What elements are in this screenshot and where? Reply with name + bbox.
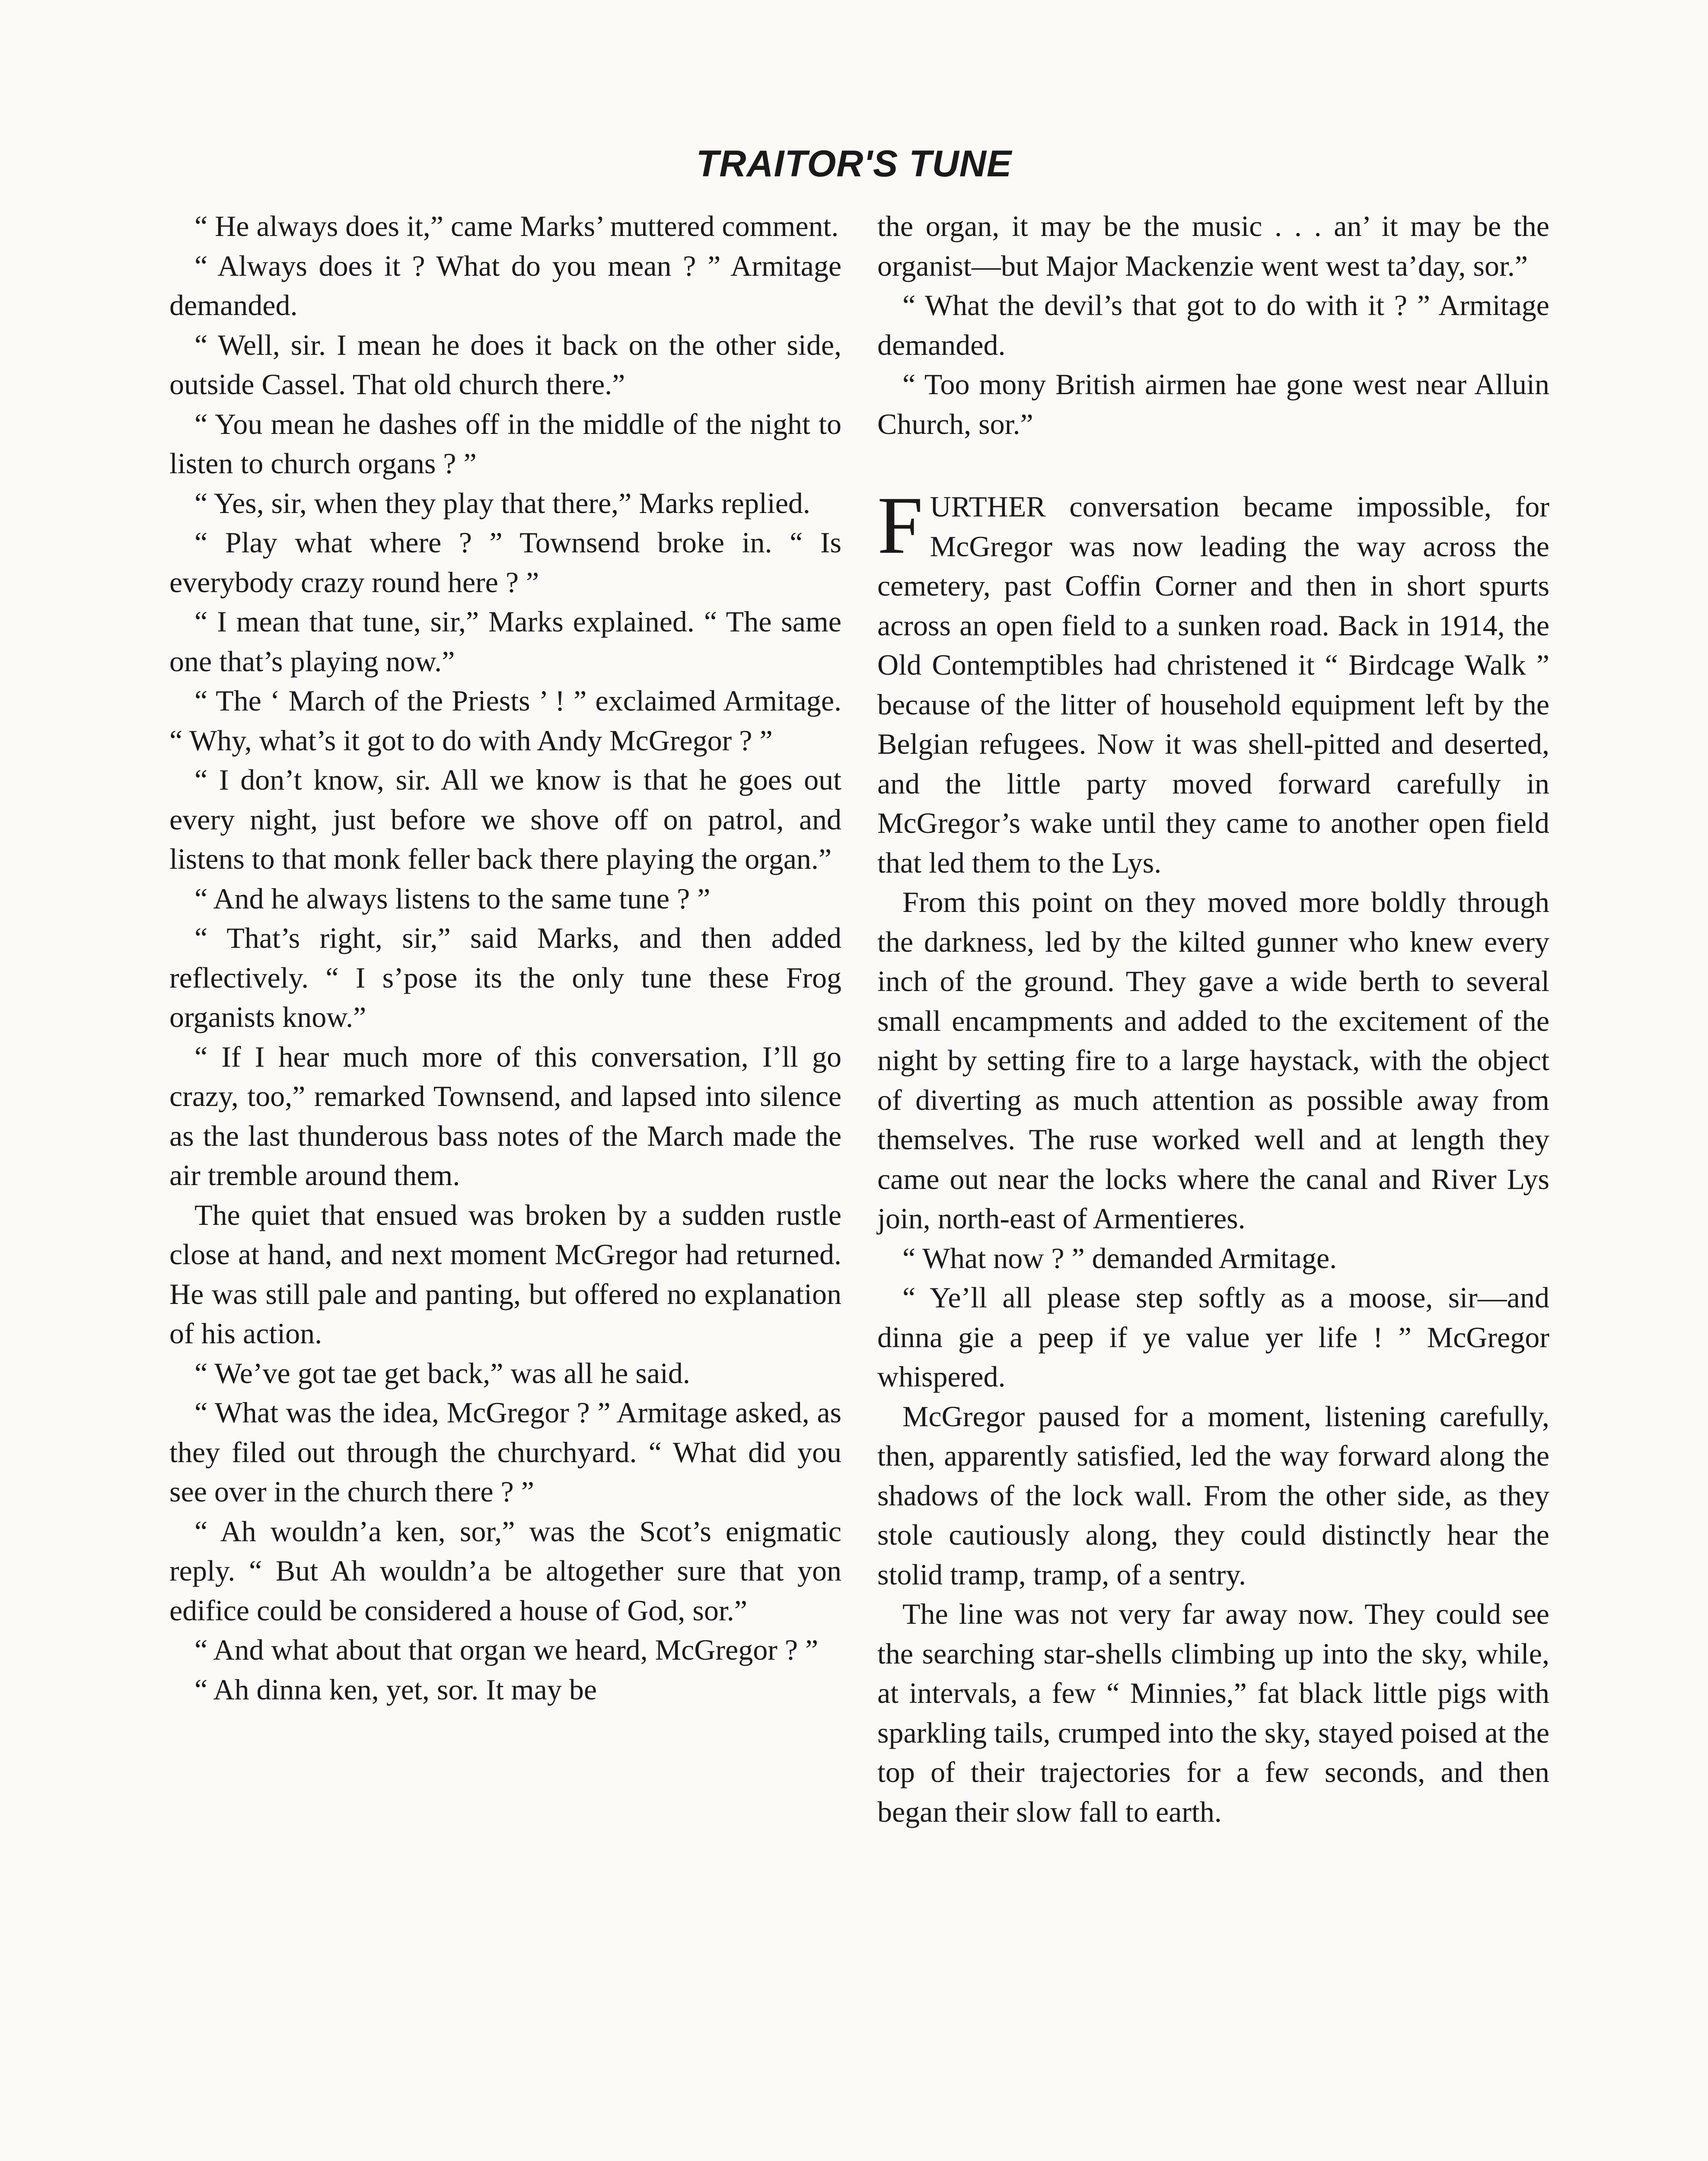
paragraph: “ Always does it ? What do you mean ? ” Armitage demanded. [169, 249, 841, 322]
paragraph: “ What the devil’s that got to do with it ? ” Armitage demanded. [877, 289, 1549, 361]
paragraph: McGregor paused for a moment, listening carefully, then, apparently satisfied, led the way forward along the shadows of the lock wall. From the other side, as they stole cautiously along, they could distinctly hear the stolid tramp, tramp, of a sentry. [877, 1399, 1549, 1591]
paragraph: “ You mean he dashes off in the middle of the night to listen to church organs ? ” [169, 407, 841, 480]
paragraph: The line was not very far away now. They could see the searching star-shells climbing up into the sky, while, at intervals, a few “ Minnies,” fat black little pigs with sparkling tails, crumped into the sky, stayed poised at the top of their trajectories for a few seconds, and then began their slow fall to earth. [877, 1597, 1549, 1828]
paragraph: “ Too mony British airmen hae gone west near Alluin Church, sor.” [877, 368, 1549, 440]
paragraph: “ Ah wouldn’a ken, sor,” was the Scot’s enigmatic reply. “ But Ah wouldn’a be altogether sure that yon edifice could be considered a house of God, sor.” [169, 1514, 841, 1627]
paragraph: The quiet that ensued was broken by a sudden rustle close at hand, and next moment McGregor had returned. He was still pale and panting, but offered no explanation of his action. [169, 1198, 841, 1350]
paragraph: “ If I hear much more of this conversation, I’ll go crazy, too,” remarked Townsend, and lapsed into silence as the last thunderous bass notes of the March made the air tremble around them. [169, 1040, 841, 1192]
paragraph: “ And what about that organ we heard, McGregor ? ” [194, 1633, 819, 1666]
paragraph: “ And he always listens to the same tune ? ” [194, 882, 711, 915]
section-opening-paragraph [877, 480, 1549, 883]
section-opening-text: URTHER conversation became impossible, for McGregor was now leading the way across the cemetery, past Coffin Corner and then in short spurts across an open field to a sunken road. Back in 1914, the Old Contemptibles had christened it “ Birdcage Walk ” because of the litter of household equipment left by the Belgian refugees. Now it was shell-pitted and deserted, and the little party moved forward carefully in McGregor’s wake until they came to another open field that led them to the Lys. [877, 490, 1549, 879]
paragraph: “ Play what where ? ” Townsend broke in. “ Is everybody crazy round here ? ” [169, 526, 841, 599]
paragraph: “ What now ? ” demanded Armitage. [902, 1241, 1337, 1275]
paragraph: “ That’s right, sir,” said Marks, and then added reflectively. “ I s’pose its the only tune these Frog organists know.” [169, 921, 841, 1033]
right-column [877, 207, 1549, 1832]
paragraph: “ I mean that tune, sir,” Marks explained. “ The same one that’s playing now.” [169, 605, 841, 678]
left-column [169, 207, 841, 1709]
paragraph: From this point on they moved more boldly through the darkness, led by the kilted gunner who knew every inch of the ground. They gave a wide berth to several small encampments and added to the excitement of the night by setting fire to a large haystack, with the object of diverting as much attention as possible away from themselves. The ruse worked well and at length they came out near the locks where the canal and River Lys join, north-east of Armentieres. [877, 886, 1549, 1235]
paragraph: “ Well, sir. I mean he does it back on the other side, outside Cassel. That old church there.” [169, 328, 841, 401]
paragraph: “ Yes, sir, when they play that there,” Marks replied. [194, 486, 810, 520]
drop-cap: F [877, 480, 923, 571]
paragraph: “ Ah dinna ken, yet, sor. It may be [194, 1673, 597, 1706]
paragraph: “ He always does it,” came Marks’ muttered comment. [194, 210, 839, 242]
paragraph: “ We’ve got tae get back,” was all he said. [194, 1356, 690, 1390]
page-title: TRAITOR'S TUNE [696, 143, 1012, 185]
paragraph: “ I don’t know, sir. All we know is that he goes out every night, just before we shove off on patrol, and listens to that monk feller back there playing the organ.” [169, 763, 841, 875]
paragraph: “ The ‘ March of the Priests ’ ! ” exclaimed Armitage. “ Why, what’s it got to do with Andy McGregor ? ” [169, 684, 841, 757]
paragraph-continuation: the organ, it may be the music . . . an’ it may be the organist—but Major Mackenzie went west ta’day, sor.” [877, 210, 1549, 282]
paragraph: “ What was the idea, McGregor ? ” Armitage asked, as they filed out through the churchyard. “ What did you see over in the church there ? ” [169, 1396, 841, 1508]
paragraph: “ Ye’ll all please step softly as a moose, sir—and dinna gie a peep if ye value yer life ! ” McGregor whispered. [877, 1281, 1549, 1393]
